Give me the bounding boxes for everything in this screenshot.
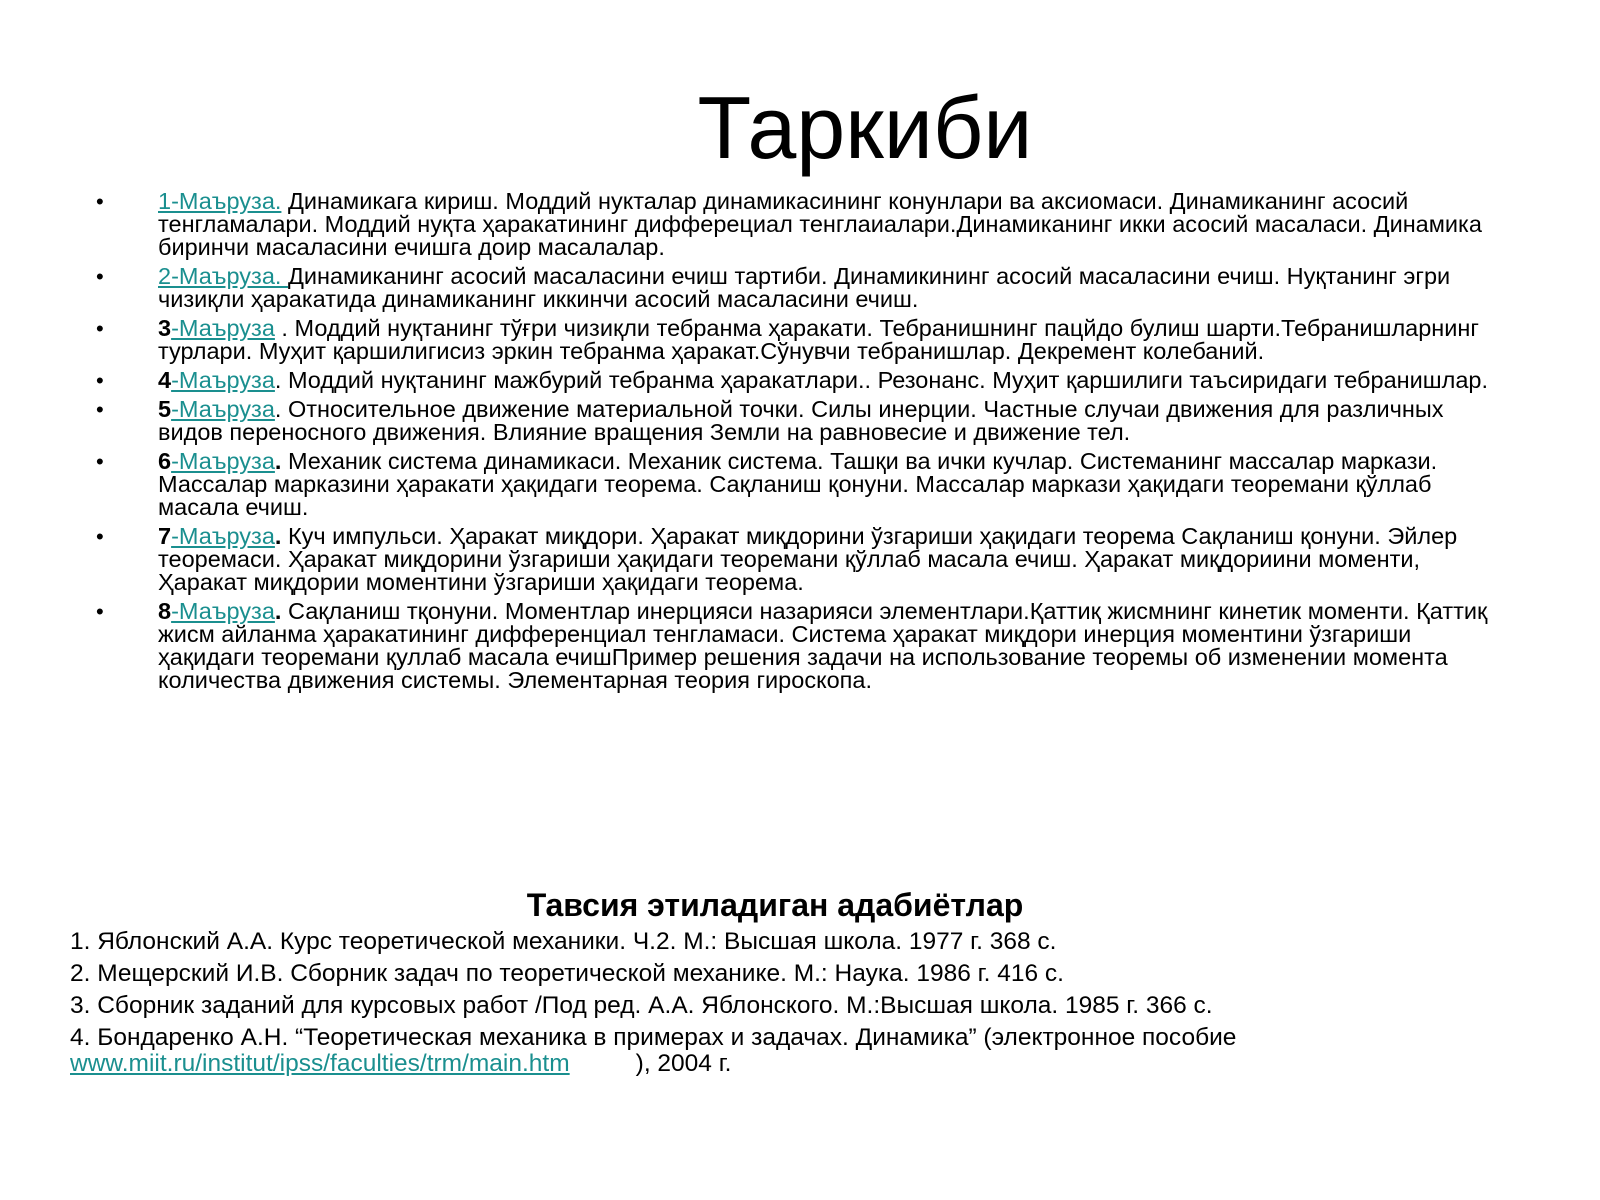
lecture-text: Относительное движение материальной точки. Силы инерции. Частные случаи движения для различных видов переносного движения. Влияние вращения Земли на равновесие и движение тел. — [158, 396, 1444, 445]
lecture-text: Динамиканинг асосий масаласини ечиш тартиби. Динамикининг асосий масаласини ечиш. Нуқтанинг эгри чизиқли ҳаракатида динамиканинг иккинчи асосий масаласини ечиш. — [158, 263, 1451, 312]
lecture-separator: . — [274, 448, 288, 474]
references-heading: Тавсия этиладиган адабиётлар — [526, 887, 1024, 923]
list-item — [96, 398, 1506, 444]
lecture-number: 4 — [158, 367, 172, 393]
bullet-icon: • — [96, 599, 104, 624]
lecture-link[interactable]: -Маъруза — [171, 315, 275, 341]
bullet-icon: • — [96, 449, 104, 474]
page-title: Таркиби — [697, 78, 1033, 177]
lecture-text: Сақланиш тқонуни. Моментлар инерцияси назарияси элементлари.Қаттиқ жисмнинг кинетик моменти. Қаттиқ жисм айланма ҳаракатининг дифференциал тенгламаси. Система ҳаракат миқдори инерция моментини ўзгариши ҳақидаги теоремани қуллаб масала ечишПример решения задачи на использование теоремы об изменении момента количества движения системы. Элементарная теория гироскопа. — [158, 598, 1488, 693]
reference-item: 1. Яблонский А.А. Курс теоретической механики. Ч.2. М.: Высшая школа. 1977 г. 368 с. — [70, 928, 1057, 955]
lecture-text: Механик система динамикаси. Механик система. Ташқи ва ички кучлар. Системанинг массалар маркази. Массалар марказини ҳаракати ҳақидаги теорема. Сақланиш қонуни. Массалар маркази ҳақидаги теоремани қўллаб масала ечиш. — [158, 448, 1438, 520]
lecture-number: 3 — [158, 315, 172, 341]
references-section — [70, 886, 1510, 1077]
reference-item — [70, 1025, 1510, 1077]
list-item — [96, 525, 1506, 594]
lecture-number: 6 — [158, 448, 172, 474]
bullet-icon: • — [96, 316, 104, 341]
lecture-text: Куч импульси. Ҳаракат миқдори. Ҳаракат миқдорини ўзгариши ҳақидаги теорема Сақланиш қонуни. Эйлер теоремаси. Ҳаракат миқдорини ўзгариши ҳақидаги теоремани қўллаб масала ечиш. Ҳаракат миқдориини моменти, Ҳаракат миқдории моментини ўзгариши ҳақидаги теорема. — [158, 523, 1458, 595]
lecture-text: Динамикага кириш. Моддий нукталар динамикасининг конунлари ва аксиомаси. Динамиканинг асосий тенгламалари. Моддий нуқта ҳаракатининг дифферециал тенглаиалари.Динамиканинг икки асосий масаласи. Динамика биринчи масаласини ечишга доир масалалар. — [158, 188, 1482, 260]
reference-link[interactable]: www.miit.ru/institut/ipss/faculties/trm/main.htm — [70, 1050, 570, 1077]
lecture-link[interactable]: -Маъруза — [171, 448, 275, 474]
bullet-icon: • — [96, 397, 104, 422]
lecture-separator: . — [274, 598, 288, 624]
lecture-text: Моддий нуқтанинг мажбурий тебранма ҳаракатлари.. Резонанс. Муҳит қаршилиги таъсиридаги тебранишлар. — [287, 367, 1488, 393]
bullet-icon: • — [96, 368, 104, 393]
bullet-icon: • — [96, 189, 104, 214]
reference-text: 4. Бондаренко А.Н. “Теоретическая механика в примерах и задачах. Динамика” (электронное пособие — [70, 1024, 1237, 1051]
reference-item: 2. Мещерский И.В. Сборник задач по теоретической механике. М.: Наука. 1986 г. 416 с. — [70, 960, 1064, 987]
lecture-separator: . — [274, 523, 288, 549]
lecture-link[interactable]: -Маъруза — [171, 396, 275, 422]
lecture-number: 5 — [158, 396, 172, 422]
list-item — [96, 450, 1506, 519]
lecture-separator: . — [274, 315, 295, 341]
list-item — [96, 190, 1506, 259]
bullet-icon: • — [96, 264, 104, 289]
lecture-separator: . — [274, 367, 288, 393]
lecture-link[interactable]: 1-Маъруза. — [158, 188, 282, 214]
reference-suffix: ), 2004 г. — [635, 1050, 732, 1077]
list-item — [96, 317, 1506, 363]
lecture-link[interactable]: -Маъруза — [171, 598, 275, 624]
lecture-number: 8 — [158, 598, 172, 624]
list-item — [96, 265, 1506, 311]
lecture-separator: . — [274, 396, 288, 422]
list-item — [96, 600, 1506, 692]
lecture-text: Моддий нуқтанинг тўғри чизиқли тебранма ҳаракати. Тебранишнинг пацйдо булиш шарти.Тебранишларнинг турлари. Муҳит қаршилигисиз эркин тебранма ҳаракат.Сўнувчи тебранишлар. Декремент колебаний. — [158, 315, 1479, 364]
reference-item: 3. Сборник заданий для курсовых работ /Под ред. А.А. Яблонского. М.:Высшая школа. 1985 г. 366 с. — [70, 992, 1213, 1019]
lecture-list — [96, 190, 1506, 698]
lecture-number: 7 — [158, 523, 172, 549]
lecture-link[interactable]: 2-Маъруза. — [158, 263, 288, 289]
list-item — [96, 369, 1506, 392]
lecture-link[interactable]: -Маъруза — [171, 367, 275, 393]
bullet-icon: • — [96, 524, 104, 549]
lecture-link[interactable]: -Маъруза — [171, 523, 275, 549]
